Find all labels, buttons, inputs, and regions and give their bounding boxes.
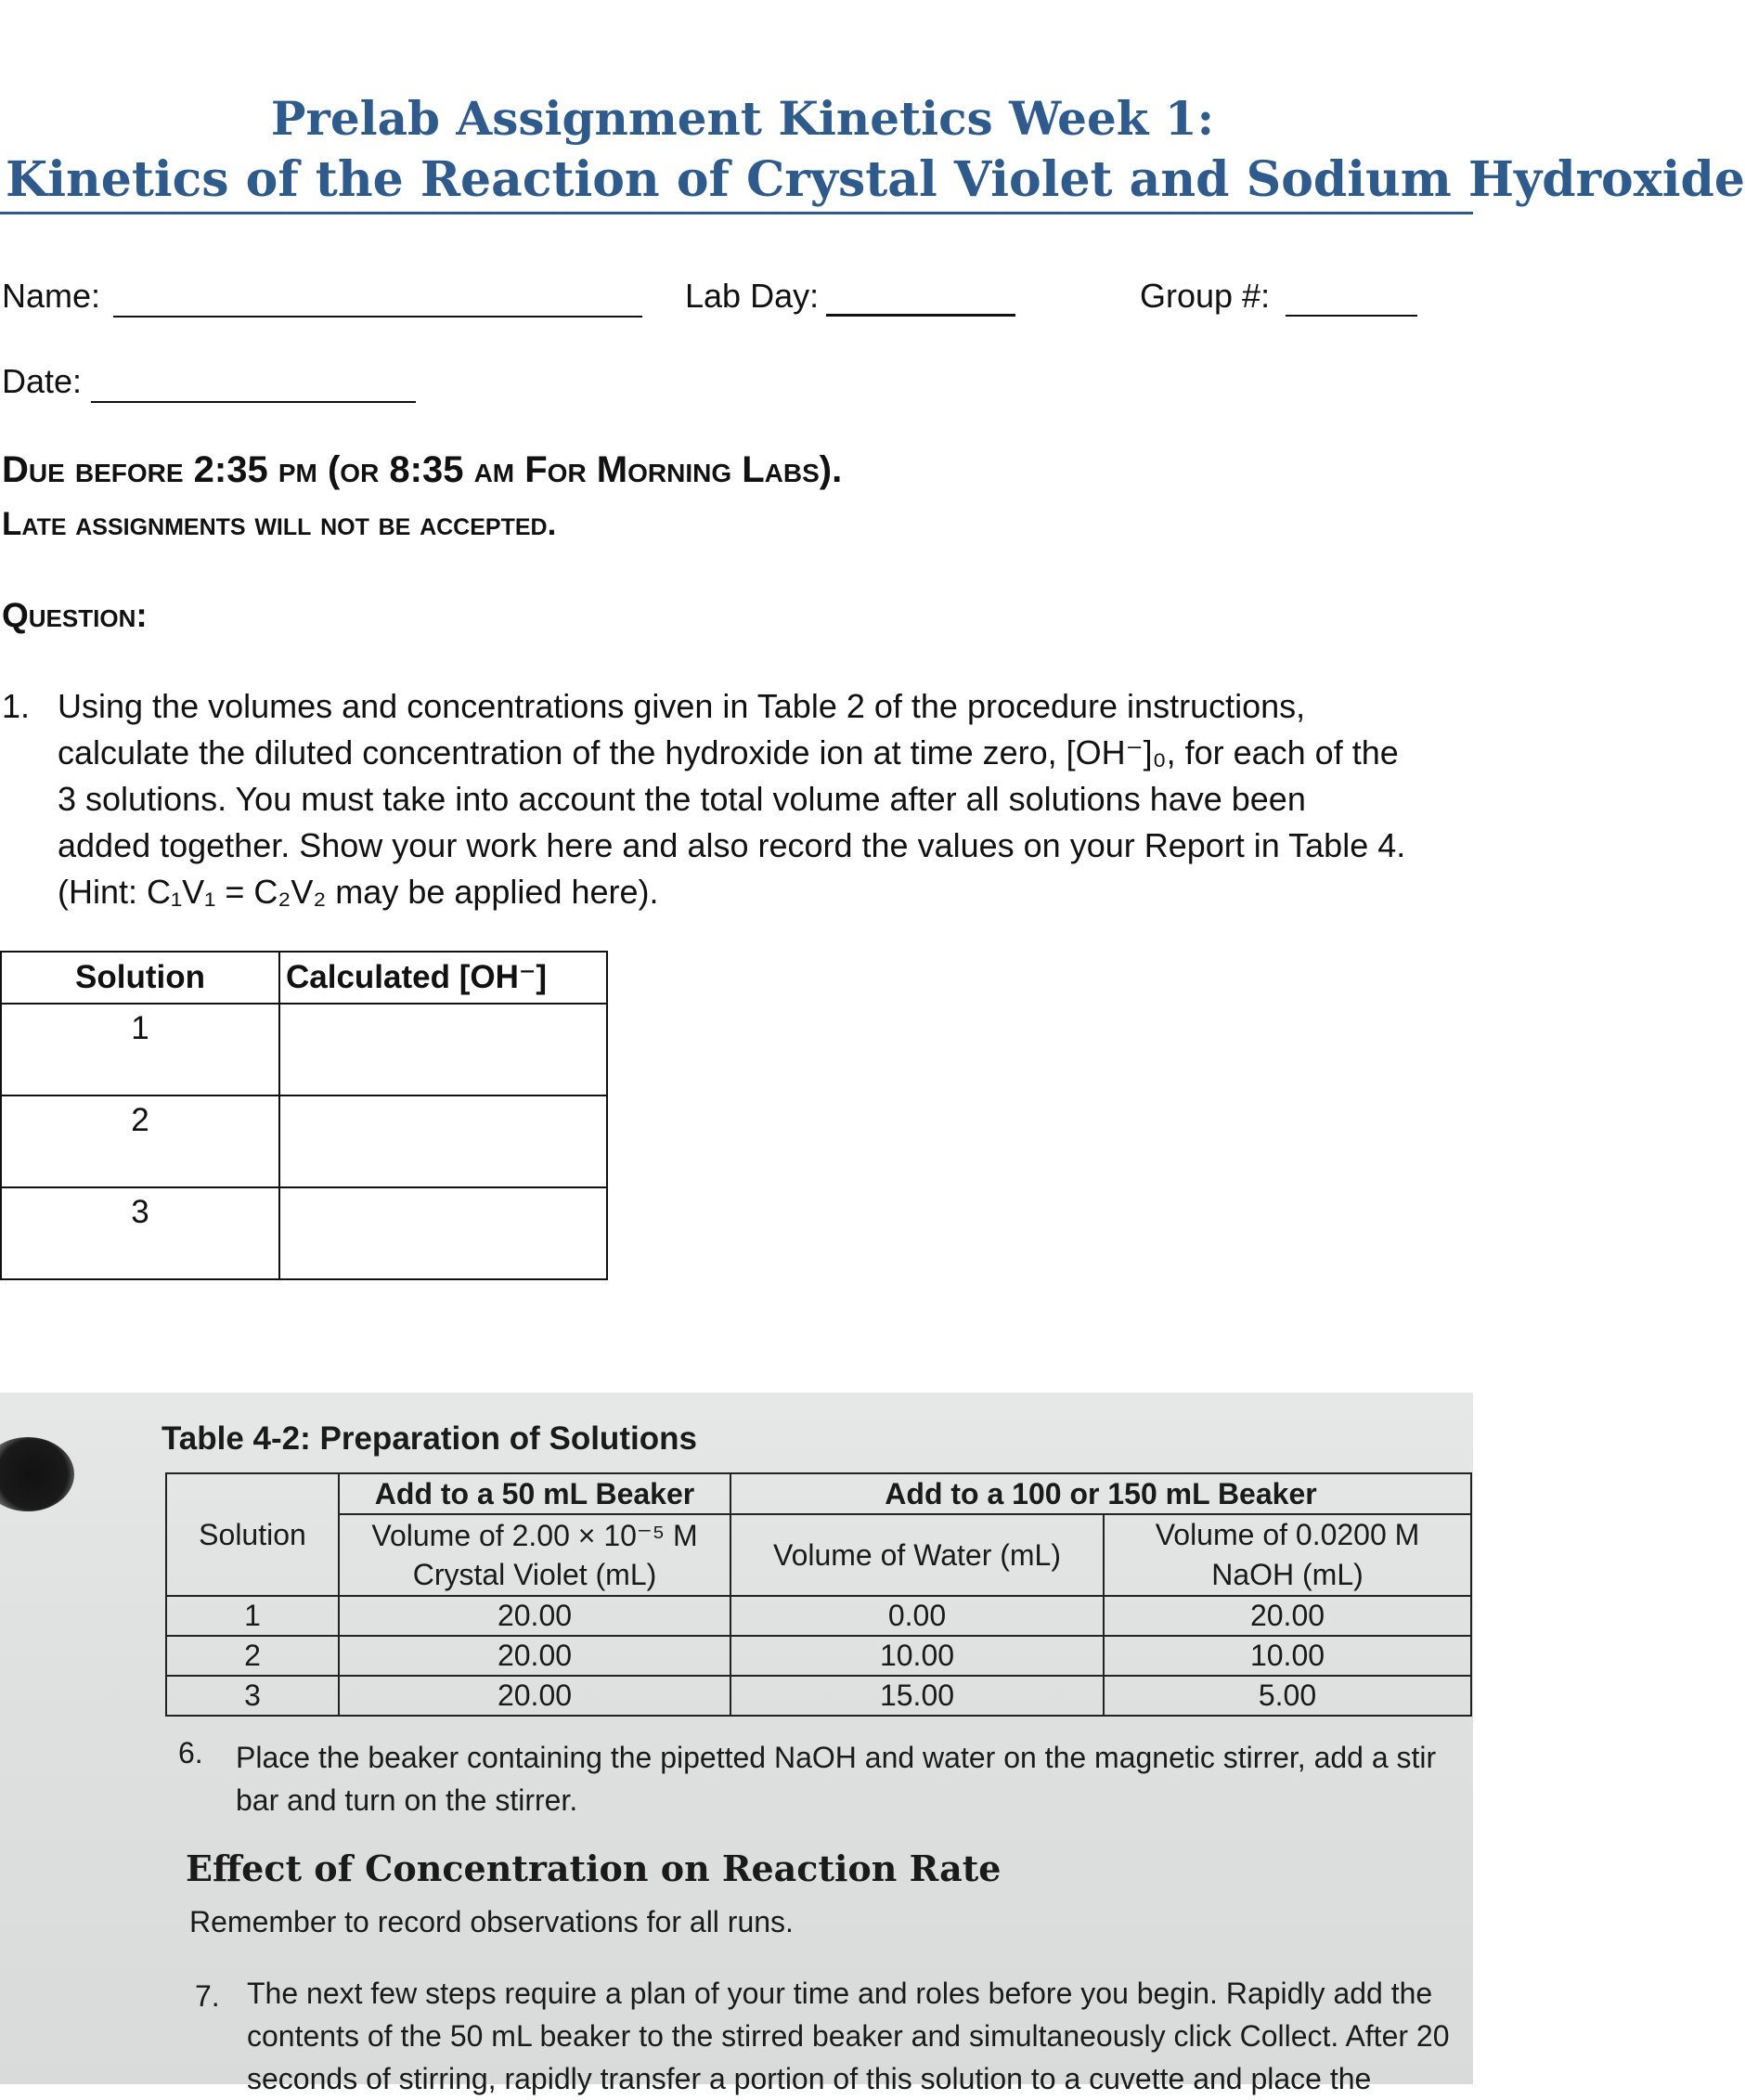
question-line: added together. Show your work here and also record the values on your Report in Table 4.: [58, 826, 1406, 864]
table-row: [166, 1636, 1471, 1676]
remember-note: Remember to record observations for all runs.: [189, 1905, 794, 1938]
lab-day-label: Lab Day:: [685, 277, 820, 315]
header-cv-volume-line2: Crystal Violet (mL): [339, 1555, 730, 1596]
solution-cell: 1: [1, 1004, 279, 1095]
question-heading: Question:: [2, 596, 148, 634]
header-water-volume: Volume of Water (mL): [730, 1514, 1104, 1596]
step-6-number: 6.: [178, 1736, 203, 1769]
question-line: Using the volumes and concentrations given in Table 2 of the procedure instructions,: [58, 687, 1306, 725]
step-7-number: 7.: [195, 1979, 220, 2013]
lab-day-field[interactable]: [826, 314, 1015, 317]
preparation-table: [165, 1472, 1472, 1717]
step-line: contents of the 50 mL beaker to the stirred beaker and simultaneously click Collect. After 20: [247, 2019, 1450, 2053]
water-cell: 0.00: [730, 1596, 1104, 1636]
table-row: [1, 1095, 607, 1187]
table-caption: Table 4-2: Preparation of Solutions: [162, 1420, 697, 1457]
solution-cell: 2: [166, 1636, 339, 1676]
step-7-text: [247, 1972, 1450, 2100]
solution-cell: 1: [166, 1596, 339, 1636]
answer-cell[interactable]: [279, 1187, 607, 1279]
page-title-line1: Prelab Assignment Kinetics Week 1:: [270, 91, 1215, 146]
naoh-cell: 20.00: [1104, 1596, 1471, 1636]
answer-table-header: [1, 952, 607, 1004]
group-label: Group #:: [1140, 277, 1271, 315]
table-row: [166, 1676, 1471, 1716]
naoh-cell: 5.00: [1104, 1676, 1471, 1716]
step-line: seconds of stirring, rapidly transfer a portion of this solution to a cuvette and place the: [247, 2062, 1372, 2095]
header-solution: Solution: [166, 1473, 339, 1596]
late-notice: Late assignments will not be accepted.: [2, 506, 557, 542]
step-line: bar and turn on the stirrer.: [236, 1783, 578, 1817]
name-field[interactable]: [113, 316, 642, 318]
table-row: [166, 1473, 1471, 1514]
table-row: [166, 1596, 1471, 1636]
name-label: Name:: [2, 277, 101, 315]
solution-cell: 3: [166, 1676, 339, 1716]
header-100ml-beaker: Add to a 100 or 150 mL Beaker: [730, 1473, 1471, 1514]
cv-cell: 20.00: [339, 1676, 730, 1716]
answer-cell[interactable]: [279, 1095, 607, 1187]
header-naoh-volume-line2: NaOH (mL): [1104, 1555, 1471, 1596]
cv-cell: 20.00: [339, 1596, 730, 1636]
group-field[interactable]: [1286, 315, 1417, 317]
header-naoh-volume-line1: Volume of 0.0200 M: [1104, 1514, 1471, 1555]
question-number: 1.: [2, 687, 31, 725]
answer-cell[interactable]: [279, 1004, 607, 1095]
section-subheading: Effect of Concentration on Reaction Rate: [186, 1847, 1002, 1889]
question-text: [58, 683, 1405, 915]
page-title-line2: Kinetics of the Reaction of Crystal Violet and Sodium Hydroxide: [6, 151, 1745, 208]
header-calculated-oh: Calculated [OH⁻]: [279, 952, 607, 1004]
table-row: [166, 1514, 1471, 1555]
question-line: 3 solutions. You must take into account the total volume after all solutions have been: [58, 780, 1306, 818]
solution-cell: 3: [1, 1187, 279, 1279]
header-50ml-beaker: Add to a 50 mL Beaker: [339, 1473, 730, 1514]
step-line: The next few steps require a plan of your time and roles before you begin. Rapidly add the: [247, 1977, 1433, 2010]
date-label: Date:: [2, 362, 83, 400]
table-row: [1, 1004, 607, 1095]
step-line: Place the beaker containing the pipetted NaOH and water on the magnetic stirrer, add a stir: [236, 1741, 1437, 1774]
naoh-cell: 10.00: [1104, 1636, 1471, 1676]
header-solution: Solution: [1, 952, 279, 1004]
question-line: calculate the diluted concentration of the hydroxide ion at time zero, [OH⁻]₀, for each of the: [58, 733, 1399, 771]
step-6-text: [236, 1736, 1436, 1821]
water-cell: 15.00: [730, 1676, 1104, 1716]
due-notice: Due before 2:35 pm (or 8:35 am For Morning Labs).: [2, 449, 843, 490]
water-cell: 10.00: [730, 1636, 1104, 1676]
cv-cell: 20.00: [339, 1636, 730, 1676]
header-cv-volume-line1: Volume of 2.00 × 10⁻⁵ M: [339, 1514, 730, 1555]
answer-table: [0, 951, 608, 1280]
table-row: [1, 1187, 607, 1279]
solution-cell: 2: [1, 1095, 279, 1187]
title-underline: [0, 212, 1473, 214]
date-field[interactable]: [91, 401, 416, 403]
question-line: (Hint: C₁V₁ = C₂V₂ may be applied here).: [58, 873, 659, 911]
